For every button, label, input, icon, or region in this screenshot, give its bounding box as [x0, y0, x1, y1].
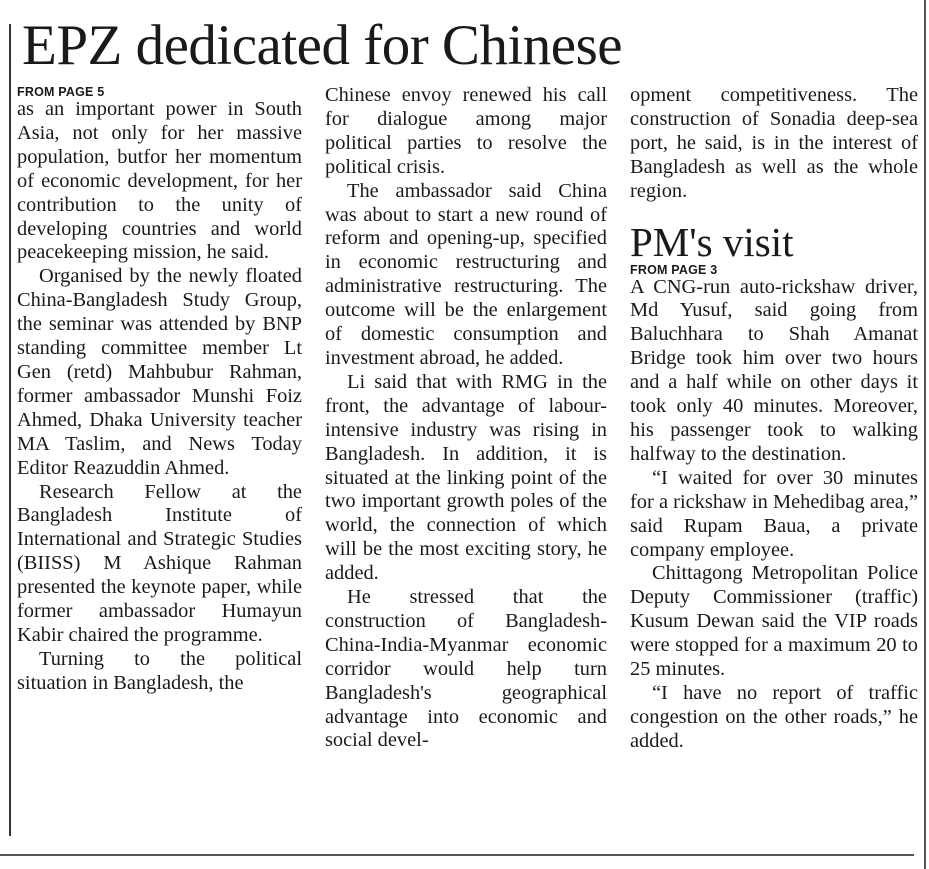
paragraph: Turning to the political situation in Bangladesh, the: [17, 647, 302, 694]
paragraph: “I waited for over 30 minutes for a rickshaw in Mehedibag area,” said Rupam Baua, a private company employee.: [630, 466, 918, 561]
column-2: [325, 84, 607, 753]
paragraph: “I have no report of traffic congestion on the other roads,” he added.: [630, 681, 918, 752]
column-3: [630, 84, 918, 754]
paragraph: Li said that with RMG in the front, the advantage of labour-intensive industry was rising in Bangladesh. In addition, it is situated at the linking point of the two important growth poles of the world, the connection of which will be the most exciting story, he added.: [325, 370, 607, 585]
paragraph: A CNG-run auto-rickshaw driver, Md Yusuf, said going from Baluchhara to Shah Amanat Bridge took him over two hours and a half while on other days it took only 40 minutes. Moreover, his passenger took to walking halfway to the destination.: [630, 275, 918, 465]
paragraph: Chittagong Metropolitan Police Deputy Commissioner (traffic) Kusum Dewan said the VIP roads were stopped for a maximum 20 to 25 minutes.: [630, 562, 918, 681]
left-column-rule: [9, 24, 11, 836]
paragraph: opment competitiveness. The construction of Sonadia deep-sea port, he said, is in the interest of Bangladesh as well as the whole region.: [630, 84, 918, 202]
paragraph: as an important power in South Asia, not only for her massive population, butfor her momentum of economic development, for her contribution to the unity of developing countries and world peacekeeping mission, he said.: [17, 98, 302, 264]
paragraph: Chinese envoy renewed his call for dialogue among major political parties to resolve the political crisis.: [325, 84, 607, 178]
right-edge-rule: [924, 0, 926, 869]
paragraph: The ambassador said China was about to start a new round of reform and opening-up, specified in economic restructuring and administrative restructuring. The outcome will be the enlargement of domestic consumption and investment abroad, he added.: [325, 179, 607, 369]
paragraph: Research Fellow at the Bangladesh Institute of International and Strategic Studies (BIISS) M Ashique Rahman presented the keynote paper, while former ambassador Humayun Kabir chaired the programme.: [17, 480, 302, 646]
article-headline: EPZ dedicated for Chinese: [22, 14, 623, 77]
jump-label: FROM PAGE 3: [630, 262, 718, 277]
bottom-rule: [0, 854, 914, 856]
column-1: [17, 84, 302, 696]
jump-label: FROM PAGE 5: [17, 85, 105, 99]
sub-headline: PM's visit: [630, 218, 794, 265]
paragraph: Organised by the newly floated China-Bangladesh Study Group, the seminar was attended by BNP standing committee member Lt Gen (retd) Mahbubur Rahman, former ambassador Munshi Foiz Ahmed, Dhaka University teacher MA Taslim, and News Today Editor Reazuddin Ahmed.: [17, 265, 302, 479]
paragraph: He stressed that the construction of Bangladesh-China-India-Myanmar economic corridor would help turn Bangladesh's geographical advantage into economic and social devel-: [325, 586, 607, 752]
